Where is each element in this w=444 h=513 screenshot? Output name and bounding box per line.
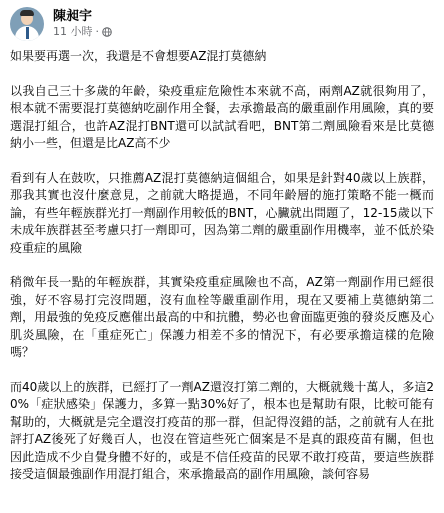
author-name[interactable]: 陳昶宇	[53, 9, 93, 24]
meta-separator: ·	[95, 25, 99, 38]
post-paragraph-4: 稍微年長一點的年輕族群，其實染疫重症風險也不高，AZ第一劑副作用已經很強，好不容易打完沒問題，沒有血栓等嚴重副作用，現在又要補上莫德納第二劑，用最強的免疫反應催出最高的中和抗體，勢必也會面臨更強的發炎反應及心肌炎風險，在「重症死亡」保護力相差不多的情況下，有必要承擔這樣的危險嗎？	[10, 275, 434, 359]
post-paragraph-5: 而40歲以上的族群，已經打了一劑AZ還沒打第二劑的，大概就幾十萬人，多這20%「症狀感染」保護力，多算一點30%好了，根本也是幫助有限，比較可能有幫助的，大概就是完全還沒打疫苗的那一群，但記得沒錯的話，之前就有人在批評打AZ後死了好幾百人，也沒在管這些死亡個案是不是真的跟疫苗有關，但也因此造成不少自覺身體不好的，或是不信任疫苗的民眾不敢打疫苗，要這些族群接受這個最強副作用混打組合，來承擔最高的副作用風險，談何容易	[10, 379, 434, 481]
post-paragraph-1: 如果要再選一次，我還是不會想要AZ混打莫德納	[10, 49, 267, 63]
post-body	[10, 48, 434, 501]
post-paragraph-2: 以我自己三十多歲的年齡，染疫重症危險性本來就不高，兩劑AZ就很夠用了，根本就不需要混打莫德納吃副作用全餐，去承擔最高的嚴重副作用風險，真的要選混打組合，也許AZ混打BNT還可以試試看吧，BNT第二劑風險看來是比莫德納小一些，但還是比AZ高不少	[10, 83, 434, 150]
globe-icon[interactable]	[102, 27, 112, 37]
avatar[interactable]	[10, 7, 44, 41]
post-subline	[53, 25, 112, 39]
post-meta	[53, 9, 112, 39]
post-timestamp[interactable]: 11 小時	[53, 25, 93, 38]
post-paragraph-3: 看到有人在鼓吹，只推薦AZ混打莫德納這個組合，如果是針對40歲以上族群，那我其實也沒什麼意見，之前就大略提過，不同年齡層的施打策略不能一概而論，有些年輕族群光打一劑副作用較低的BNT，心臟就出問題了，12-15歲以下未成年族群甚至考慮只打一劑即可，因為第二劑的嚴重副作用機率，並不低於染疫重症的風險	[10, 170, 434, 255]
post-header	[10, 6, 112, 42]
